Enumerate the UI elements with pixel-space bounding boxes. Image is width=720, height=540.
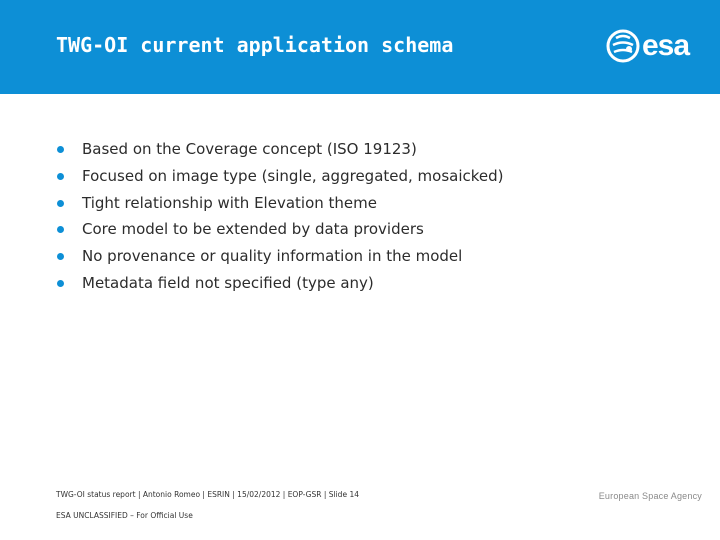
bullet-text: Metadata field not specified (type any) [82,273,374,292]
esa-globe-icon [606,28,640,64]
bullet-item [56,136,676,163]
bullet-text: Core model to be extended by data providers [82,220,424,239]
bullet-text: Based on the Coverage concept (ISO 19123) [82,140,417,158]
bullet-dot-icon [57,173,64,180]
bullet-text: Tight relationship with Elevation theme [82,193,377,212]
bullet-item [56,190,676,217]
bullet-item [56,243,676,270]
esa-logo-text: esa [642,29,690,62]
footer-classification: ESA UNCLASSIFIED – For Official Use [56,511,193,520]
footer-agency-name: European Space Agency [598,491,702,501]
slide-title: TWG-OI current application schema [56,33,454,57]
bullet-dot-icon [57,280,64,287]
bullet-list [56,136,676,297]
slide-header [0,0,720,94]
bullet-item [56,163,676,190]
bullet-item [56,270,676,297]
bullet-dot-icon [57,146,64,153]
footer-info: TWG-OI status report | Antonio Romeo | ESRIN | 15/02/2012 | EOP-GSR | Slide 14 [56,490,359,499]
bullet-text: Focused on image type (single, aggregated, mosaicked) [82,166,504,185]
bullet-dot-icon [57,253,64,260]
bullet-dot-icon [57,200,64,207]
esa-logo [606,28,706,64]
bullet-item [56,216,676,243]
bullet-text: No provenance or quality information in the model [82,247,463,266]
bullet-dot-icon [57,226,64,233]
